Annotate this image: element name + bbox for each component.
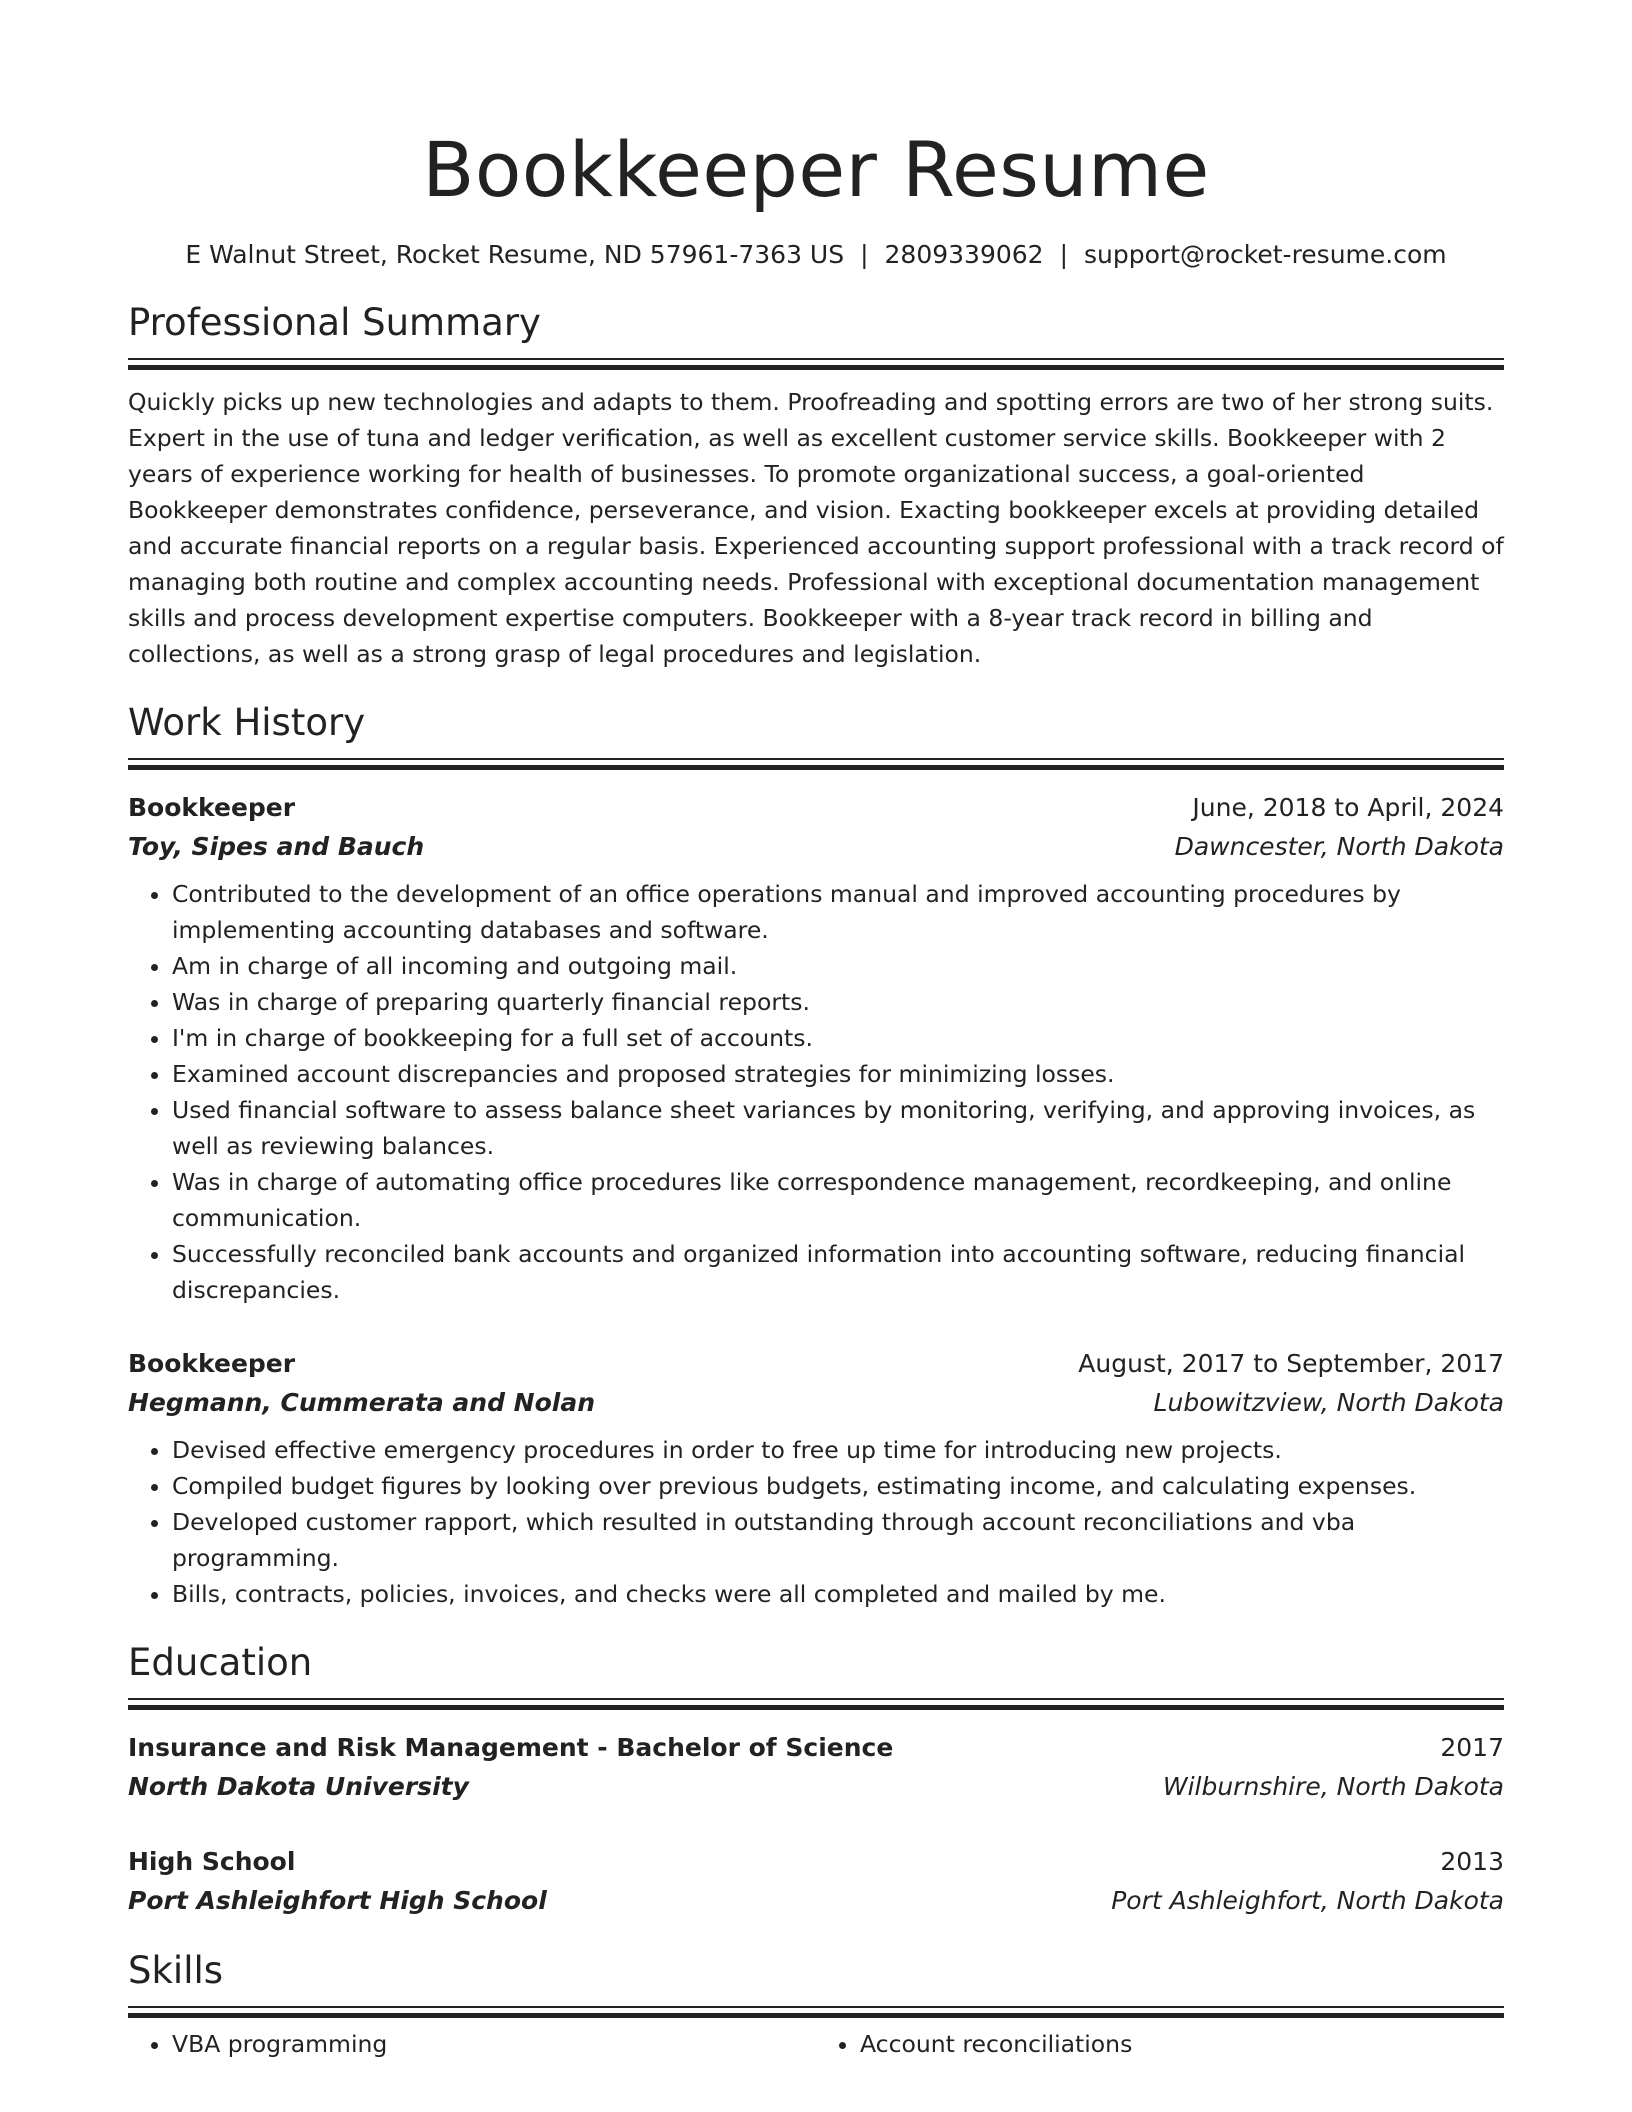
list-item: • Bills, contracts, policies, invoices, and checks were all completed and mailed by me. — [172, 1576, 1504, 1612]
contact-phone: 2809339062 — [884, 240, 1044, 269]
list-item: • Am in charge of all incoming and outgoing mail. — [172, 948, 1504, 984]
school-name: Port Ashleighfort High School — [128, 1886, 547, 1915]
section-divider — [128, 1698, 1504, 1710]
list-item: • Compiled budget figures by looking over previous budgets, estimating income, and calculating expenses. — [172, 1468, 1504, 1504]
work-entry-header — [128, 788, 1504, 827]
education-entry — [128, 1728, 1504, 1806]
list-item: • Successfully reconciled bank accounts and organized information into accounting software, reducing financial discrepancies. — [172, 1236, 1504, 1308]
work-entry-subheader — [128, 1383, 1504, 1422]
job-title: Bookkeeper — [128, 1349, 296, 1378]
section-divider — [128, 758, 1504, 770]
skill-item: • VBA programming — [172, 2026, 816, 2062]
degree-name: Insurance and Risk Management - Bachelor of Science — [128, 1733, 894, 1762]
school-location: Port Ashleighfort, North Dakota — [1111, 1886, 1504, 1915]
section-heading-work-history: Work History — [128, 701, 366, 744]
graduation-year: 2013 — [1440, 1847, 1504, 1876]
page-title: Bookkeeper Resume — [422, 125, 1210, 214]
work-entry — [128, 788, 1504, 1308]
section-heading-summary: Professional Summary — [128, 301, 541, 344]
contact-address: E Walnut Street, Rocket Resume, ND 57961-7363 US — [185, 240, 845, 269]
school-name: North Dakota University — [128, 1772, 469, 1801]
section-divider — [128, 2006, 1504, 2018]
skills-grid — [128, 2026, 1504, 2062]
contact-separator: | — [1059, 240, 1069, 269]
education-entry-subheader — [128, 1881, 1504, 1920]
resume-page — [128, 0, 1504, 2062]
education-entry-header — [128, 1728, 1504, 1767]
list-item: • Examined account discrepancies and proposed strategies for minimizing losses. — [172, 1056, 1504, 1092]
contact-separator: | — [860, 240, 869, 269]
work-entry-header — [128, 1344, 1504, 1383]
job-title: Bookkeeper — [128, 793, 296, 822]
education-entry-header — [128, 1842, 1504, 1881]
job-dates: June, 2018 to April, 2024 — [1192, 793, 1504, 822]
job-location: Lubowitzview, North Dakota — [1153, 1388, 1504, 1417]
job-dates: August, 2017 to September, 2017 — [1078, 1349, 1504, 1378]
list-item: • Contributed to the development of an office operations manual and improved accounting procedures by implementing accounting databases and software. — [172, 876, 1504, 948]
skills-column-right — [816, 2026, 1504, 2062]
list-item: • Was in charge of preparing quarterly financial reports. — [172, 984, 1504, 1020]
school-location: Wilburnshire, North Dakota — [1162, 1772, 1504, 1801]
company-name: Toy, Sipes and Bauch — [128, 832, 425, 861]
list-item: • Developed customer rapport, which resulted in outstanding through account reconciliations and vba programming. — [172, 1504, 1504, 1576]
list-item: • Used financial software to assess balance sheet variances by monitoring, verifying, and approving invoices, as well as reviewing balances. — [172, 1092, 1504, 1164]
job-bullet-list — [128, 1432, 1504, 1612]
company-name: Hegmann, Cummerata and Nolan — [128, 1388, 596, 1417]
work-entry-subheader — [128, 827, 1504, 866]
education-entry-subheader — [128, 1767, 1504, 1806]
work-entry — [128, 1344, 1504, 1612]
list-item: • Was in charge of automating office procedures like correspondence management, recordkeeping, and online communication. — [172, 1164, 1504, 1236]
contact-line — [128, 238, 1504, 272]
contact-email: support@rocket-resume.com — [1084, 240, 1447, 269]
list-item: • Devised effective emergency procedures in order to free up time for introducing new projects. — [172, 1432, 1504, 1468]
list-item: • I'm in charge of bookkeeping for a full set of accounts. — [172, 1020, 1504, 1056]
degree-name: High School — [128, 1847, 296, 1876]
skill-item: • Account reconciliations — [860, 2026, 1504, 2062]
graduation-year: 2017 — [1440, 1733, 1504, 1762]
education-entry — [128, 1842, 1504, 1920]
skills-column-left — [128, 2026, 816, 2062]
section-heading-skills: Skills — [128, 1949, 224, 1992]
job-location: Dawncester, North Dakota — [1174, 832, 1504, 861]
section-divider — [128, 358, 1504, 370]
job-bullet-list — [128, 876, 1504, 1308]
section-heading-education: Education — [128, 1641, 313, 1684]
summary-text: Quickly picks up new technologies and adapts to them. Proofreading and spotting errors are two of her strong suits. Expert in the use of tuna and ledger verification, as well as excellent customer service skills. Bookkeeper with 2 years of experience working for health of businesses. To promote organizational success, a goal-oriented Bookkeeper demonstrates confidence, perseverance, and vision. Exacting bookkeeper excels at providing detailed and accurate financial reports on a regular basis. Experienced accounting support professional with a track record of managing both routine and complex accounting needs. Professional with exceptional documentation management skills and process development expertise computers. Bookkeeper with a 8-year track record in billing and collections, as well as a strong grasp of legal procedures and legislation. — [128, 388, 1504, 668]
